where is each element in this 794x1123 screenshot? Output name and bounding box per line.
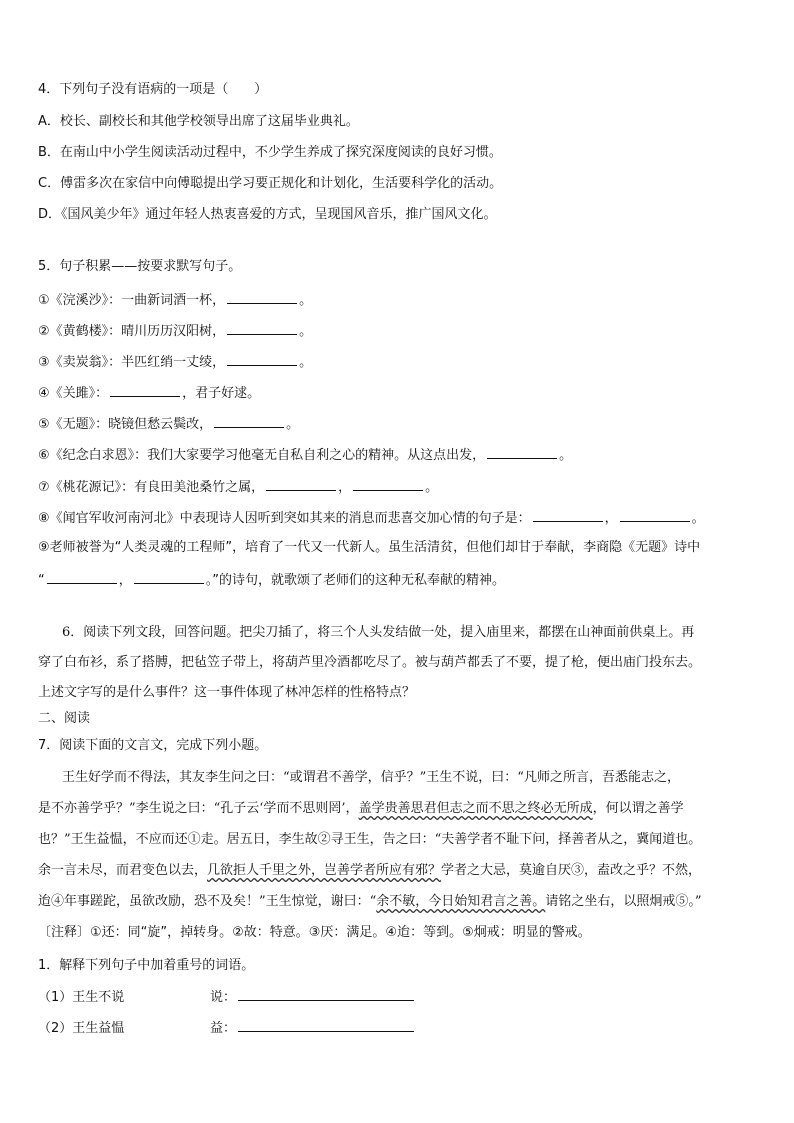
answer-blank[interactable] — [533, 507, 603, 522]
q5-item-4-end: ，君子好逑。 — [182, 386, 261, 401]
word-label: 益： — [210, 1021, 237, 1036]
classical-text-segment: 请铭之坐右，以照炯戒⑤。” — [545, 894, 702, 909]
q4-option-b: B．在南山中小学生阅读活动过程中，不少学生养成了探究深度阅读的良好习惯。 — [38, 145, 502, 160]
q7-sub1-row-1 — [38, 986, 416, 1008]
annotation-notes: 〔注释〕①还：同“旋”，掉转身。②故：特意。③厌：满足。④迨：等到。⑤炯戒：明显的警戒。 — [38, 925, 591, 940]
q5-item-6-text: ⑥《纪念白求恩》：我们大家要学习他毫无自私自利之心的精神。从这点出发， — [38, 448, 486, 463]
answer-blank[interactable] — [353, 476, 423, 491]
classical-text-line5 — [38, 892, 701, 912]
section-heading-reading: 二、阅读 — [38, 711, 91, 726]
q7-sub1-stem: 1．解释下列句子中加着重号的词语。 — [38, 958, 255, 973]
answer-blank[interactable] — [266, 476, 336, 491]
q5-item-7-text: ⑦《桃花源记》：有良田美池桑竹之属， — [38, 480, 265, 495]
q5-item-6-end: 。 — [559, 448, 573, 463]
word-label: 说： — [210, 990, 237, 1005]
q5-item-4-text: ④《关雎》： — [38, 386, 109, 401]
answer-blank[interactable] — [134, 569, 204, 584]
q5-item-9-comma: ， — [118, 573, 132, 588]
classical-text-segment: 是不亦善学乎？”李生说之曰：“孔子云‘学而不思则罔’， — [38, 801, 359, 816]
q5-item-8 — [38, 507, 705, 529]
q5-item-3-text: ③《卖炭翁》：半匹红绡一丈绫， — [38, 355, 226, 370]
classical-text-segment: 余一言未尽，而君变色以去， — [38, 863, 208, 878]
q5-item-5 — [38, 413, 299, 435]
q4-stem: 4．下列句子没有语病的一项是（ ） — [38, 82, 268, 97]
wavy-underlined-sentence: 余不敏，今日始知君言之善。 — [376, 894, 546, 909]
q5-item-9-line1: ⑨老师被誉为“人类灵魂的工程师”，培育了一代又一代新人。虽生活清贫，但他们却甘于奉献，李商隐《无题》诗中 — [38, 540, 701, 555]
q5-item-2-end: 。 — [299, 324, 313, 339]
q7-sub1-row-2 — [38, 1017, 416, 1039]
q4-option-c: C．傅雷多次在家信中向傅聪提出学习要正规化和计划化，生活要科学化的活动。 — [38, 176, 503, 191]
q5-item-5-text: ⑤《无题》：晓镜但愁云鬓改， — [38, 417, 213, 432]
answer-blank[interactable] — [47, 569, 117, 584]
word-prompt: （2）王生益愠 — [38, 1021, 125, 1036]
q5-item-8-end: 。 — [691, 511, 705, 526]
q5-item-9-end: 。”的诗句，就歌颂了老师们的这种无私奉献的精神。 — [205, 573, 506, 588]
answer-blank[interactable] — [227, 351, 297, 366]
q5-item-1-end: 。 — [299, 293, 313, 308]
answer-blank[interactable] — [227, 289, 297, 304]
answer-blank[interactable] — [238, 1017, 414, 1032]
answer-blank[interactable] — [487, 444, 557, 459]
word-prompt: （1）王生不说 — [38, 990, 125, 1005]
classical-text-line3: 也？”王生益愠，不应而还①走。居五日，李生故②寻王生，告之曰：“夫善学者不耻下问，择善者从之，冀闻道也。 — [38, 832, 702, 847]
q6-question: 上述文字写的是什么事件？这一事件体现了林冲怎样的性格特点？ — [38, 685, 416, 700]
q5-item-3 — [38, 351, 312, 373]
q4-option-d: D．《国风美少年》通过年轻人热衷喜爱的方式，呈现国风音乐，推广国风文化。 — [38, 207, 497, 222]
classical-text-segment: ，何以谓之善学 — [592, 801, 684, 816]
wavy-underlined-sentence: 几欲拒人千里之外，岂善学者所应有邪？ — [207, 863, 442, 878]
q5-item-6 — [38, 444, 572, 466]
answer-blank[interactable] — [110, 382, 180, 397]
q5-item-8-text: ⑧《闻官军收河南河北》中表现诗人因听到突如其来的消息而悲喜交加心情的句子是： — [38, 511, 531, 526]
classical-text-line1: 王生好学而不得法，其友李生问之曰：“或谓君不善学，信乎？”王生不说，曰：“凡师之所言，吾悉能志之， — [62, 770, 680, 785]
q5-item-9-line2 — [38, 569, 505, 591]
q6-line2: 穿了白布衫，系了搭膊，把毡笠子带上，将葫芦里冷酒都吃尽了。被与葫芦都丢了不要，提了枪，便出庙门投东去。 — [38, 655, 702, 670]
q5-item-3-end: 。 — [299, 355, 313, 370]
classical-text-line4 — [38, 861, 701, 881]
q5-item-7-comma: ， — [338, 480, 352, 495]
q5-item-1 — [38, 289, 312, 311]
open-quote: “ — [38, 573, 45, 588]
q5-item-2 — [38, 320, 312, 342]
wavy-underlined-sentence: 盖学贵善思君但志之而不思之终必无所成 — [358, 801, 593, 816]
classical-text-line2 — [38, 799, 684, 819]
answer-blank[interactable] — [620, 507, 690, 522]
q6-line1: 6．阅读下列文段，回答问题。把尖刀插了，将三个人头发结做一处，提入庙里来，都摆在山神面前供桌上。再 — [62, 625, 695, 640]
q5-stem: 5．句子积累——按要求默写句子。 — [38, 259, 242, 274]
answer-blank[interactable] — [238, 986, 414, 1001]
q5-item-1-text: ①《浣溪沙》：一曲新词酒一杯， — [38, 293, 226, 308]
q4-option-a: A．校长、副校长和其他学校领导出席了这届毕业典礼。 — [38, 114, 359, 129]
q5-item-8-comma: ， — [604, 511, 618, 526]
q5-item-7 — [38, 476, 438, 498]
q5-item-7-end: 。 — [425, 480, 439, 495]
classical-text-segment: 学者之大忌，莫逾自厌③，盍改之乎？不然， — [441, 863, 702, 878]
q5-item-5-end: 。 — [286, 417, 300, 432]
q5-item-4 — [38, 382, 260, 404]
q5-item-2-text: ②《黄鹤楼》：晴川历历汉阳树， — [38, 324, 226, 339]
answer-blank[interactable] — [227, 320, 297, 335]
q7-stem: 7．阅读下面的文言文，完成下列小题。 — [38, 738, 268, 753]
answer-blank[interactable] — [214, 413, 284, 428]
classical-text-segment: 迨④年事蹉跎，虽欲改励，恐不及矣！”王生惊觉，谢曰：“ — [38, 894, 377, 909]
